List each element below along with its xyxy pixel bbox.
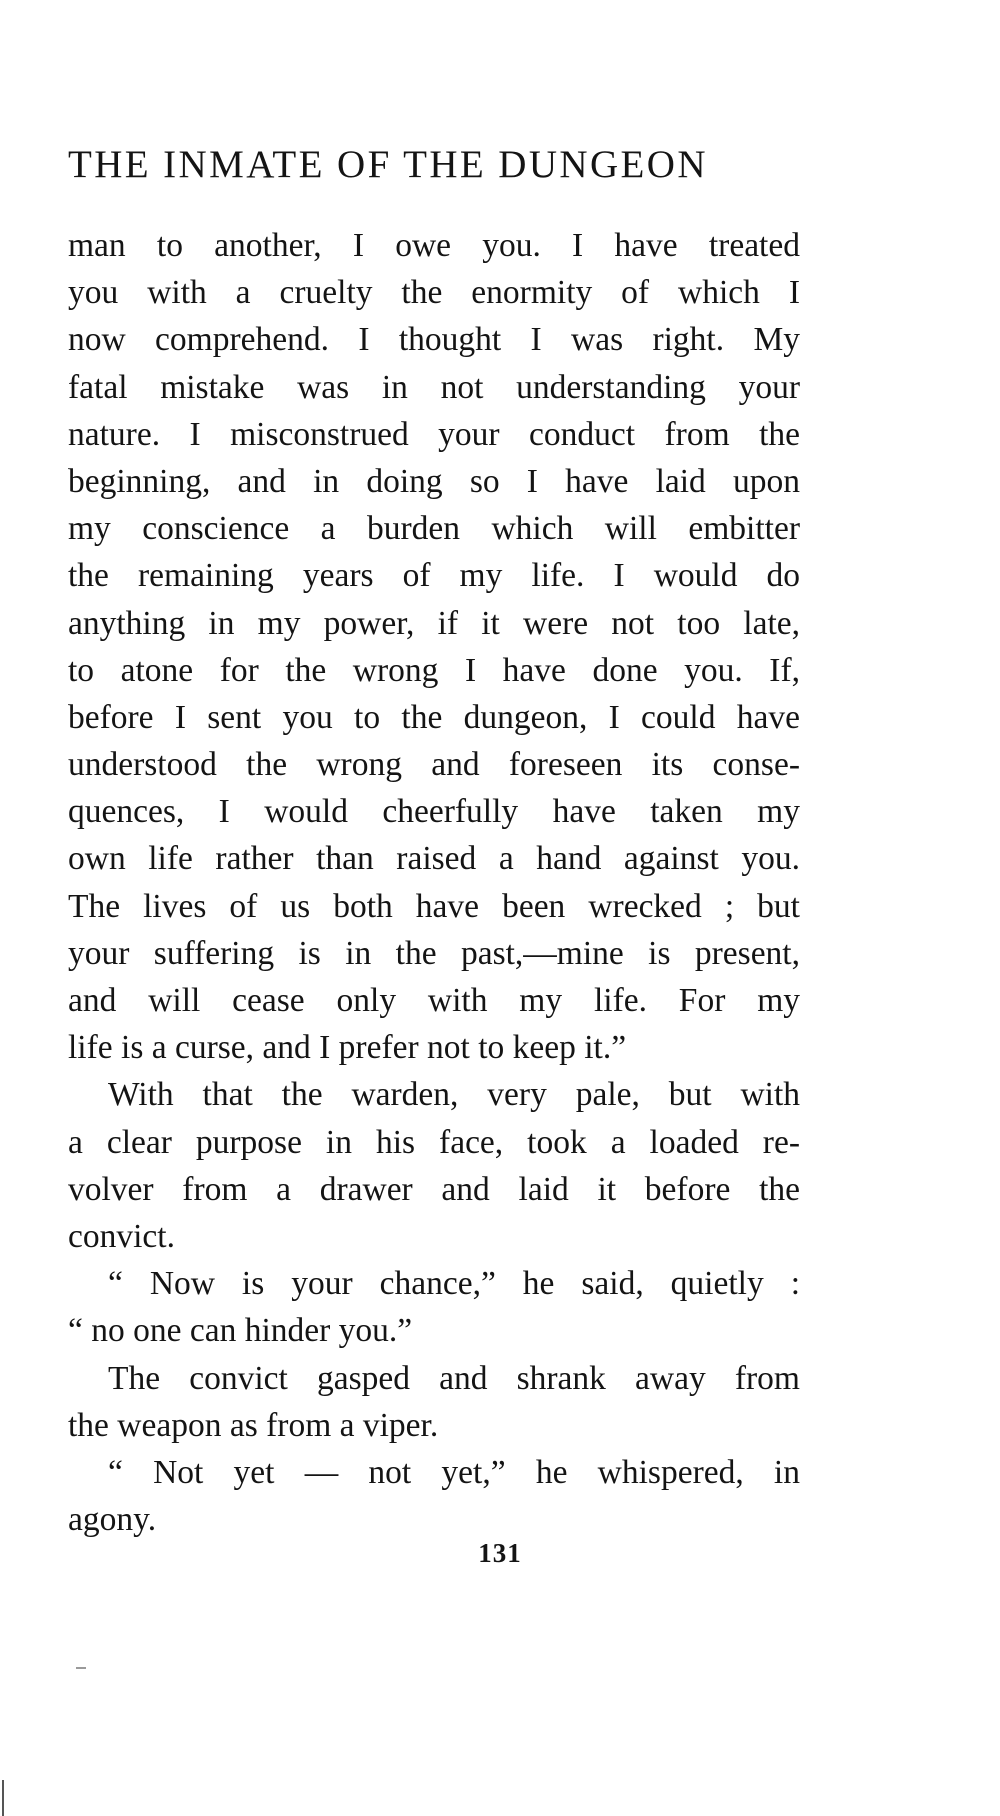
text-line: The convict gasped and shrank away from <box>108 1359 800 1397</box>
text-line: beginning, and in doing so I have laid upon <box>68 462 800 500</box>
text-line: the remaining years of my life. I would do <box>68 557 800 595</box>
text-line: volver from a drawer and laid it before the <box>68 1170 800 1208</box>
text-line: and will cease only with my life. For my <box>68 982 800 1019</box>
text-line: nature. I misconstrued your conduct from the <box>68 415 800 453</box>
text-line: anything in my power, if it were not too late, <box>68 604 800 642</box>
text-line: With that the warden, very pale, but with <box>108 1076 800 1114</box>
scan-edge-mark <box>2 1780 4 1816</box>
text-line: a clear purpose in his face, took a loaded re- <box>68 1123 800 1161</box>
text-line: you with a cruelty the enormity of which I <box>68 274 800 312</box>
text-line: now comprehend. I thought I was right. My <box>68 321 800 359</box>
text-line: man to another, I owe you. I have treated <box>68 227 800 264</box>
text-line: my conscience a burden which will embitter <box>68 510 800 548</box>
text-line: to atone for the wrong I have done you. If, <box>68 651 800 689</box>
text-line: fatal mistake was in not understanding your <box>68 368 800 406</box>
text-line: the weapon as from a viper. <box>68 1406 439 1444</box>
text-line: “ Not yet — not yet,” he whispered, in <box>108 1453 800 1491</box>
text-line: The lives of us both have been wrecked ; but <box>68 887 800 925</box>
text-line: before I sent you to the dungeon, I could have <box>68 698 800 736</box>
text-line: quences, I would cheerfully have taken my <box>68 793 800 831</box>
text-line: own life rather than raised a hand against you. <box>68 840 800 878</box>
text-line: understood the wrong and foreseen its conse- <box>68 746 800 784</box>
text-line: life is a curse, and I prefer not to keep it.” <box>68 1029 627 1067</box>
text-line: your suffering is in the past,—mine is present, <box>68 934 800 972</box>
running-head: THE INMATE OF THE DUNGEON <box>68 143 708 186</box>
text-line: agony. <box>68 1501 157 1539</box>
body-text <box>68 222 800 1543</box>
scan-speck <box>76 1667 86 1669</box>
page-number: 131 <box>478 1538 522 1568</box>
text-line: convict. <box>68 1217 175 1255</box>
text-line: “ Now is your chance,” he said, quietly : <box>108 1265 800 1303</box>
text-line: “ no one can hinder you.” <box>68 1312 413 1350</box>
